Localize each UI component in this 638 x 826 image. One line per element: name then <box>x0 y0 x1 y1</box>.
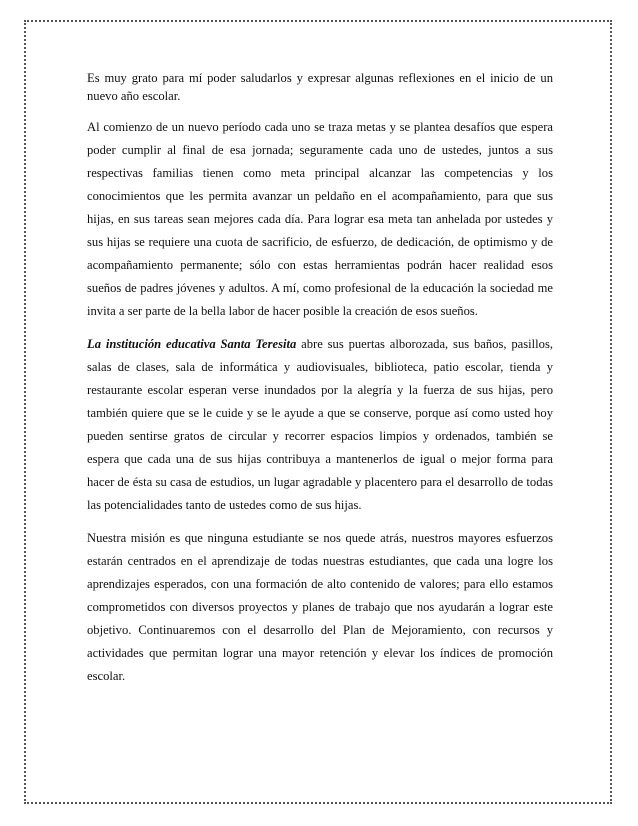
paragraph-institution <box>87 333 553 517</box>
paragraph-goals <box>87 116 553 323</box>
paragraph-greeting <box>87 69 553 105</box>
institution-name: La institución educativa Santa Teresita <box>87 337 297 351</box>
paragraph-mission <box>87 527 553 688</box>
paragraph-text: Es muy grato para mí poder saludarlos y expresar algunas reflexiones en el inicio de un nuevo año escolar. <box>87 71 553 103</box>
paragraph-text: Nuestra misión es que ninguna estudiante se nos quede atrás, nuestros mayores esfuerzos estarán centrados en el aprendizaje de todas nuestras estudiantes, que cada una logre los aprendizajes esperados, con una formación de alto contenido de valores; para ello estamos comprometidos con diversos proyectos y planes de trabajo que nos ayudarán a lograr este objetivo. Continuaremos con el desarrollo del Plan de Mejoramiento, con recursos y actividades que permitan lograr una mayor retención y elevar los índices de promoción escolar. <box>87 531 553 683</box>
paragraph-text: abre sus puertas alborozada, sus baños, pasillos, salas de clases, sala de informática y audiovisuales, biblioteca, patio escolar, tienda y restaurante escolar esperan verse inundados por la alegría y la fuerza de sus hijas, pero también quiere que se le cuide y se le ayude a que se conserve, porque así como usted hoy pueden sentirse gratos de circular y recorrer espacios limpios y ordenados, también se espera que cada una de sus hijas contribuya a mantenerlos de igual o mejor forma para hacer de ésta su casa de estudios, un lugar agradable y placentero para el desarrollo de todas las potencialidades tanto de ustedes como de sus hijas. <box>87 337 553 512</box>
letter-body <box>87 69 553 688</box>
paragraph-text: Al comienzo de un nuevo período cada uno se traza metas y se plantea desafíos que espera poder cumplir al final de esa jornada; seguramente cada uno de ustedes, juntos a sus respectivas familias tienen como meta principal alcanzar las competencias y los conocimientos que les permita avanzar un peldaño en el acompañamiento, para que sus hijas, en sus tareas sean mejores cada día. Para lograr esa meta tan anhelada por ustedes y sus hijas se requiere una cuota de sacrificio, de esfuerzo, de dedicación, de optimismo y de acompañamiento permanente; sólo con estas herramientas podrán hacer realidad esos sueños de padres jóvenes y adultos. A mí, como profesional de la educación la sociedad me invita a ser parte de la bella labor de hacer posible la creación de esos sueños. <box>87 120 553 318</box>
